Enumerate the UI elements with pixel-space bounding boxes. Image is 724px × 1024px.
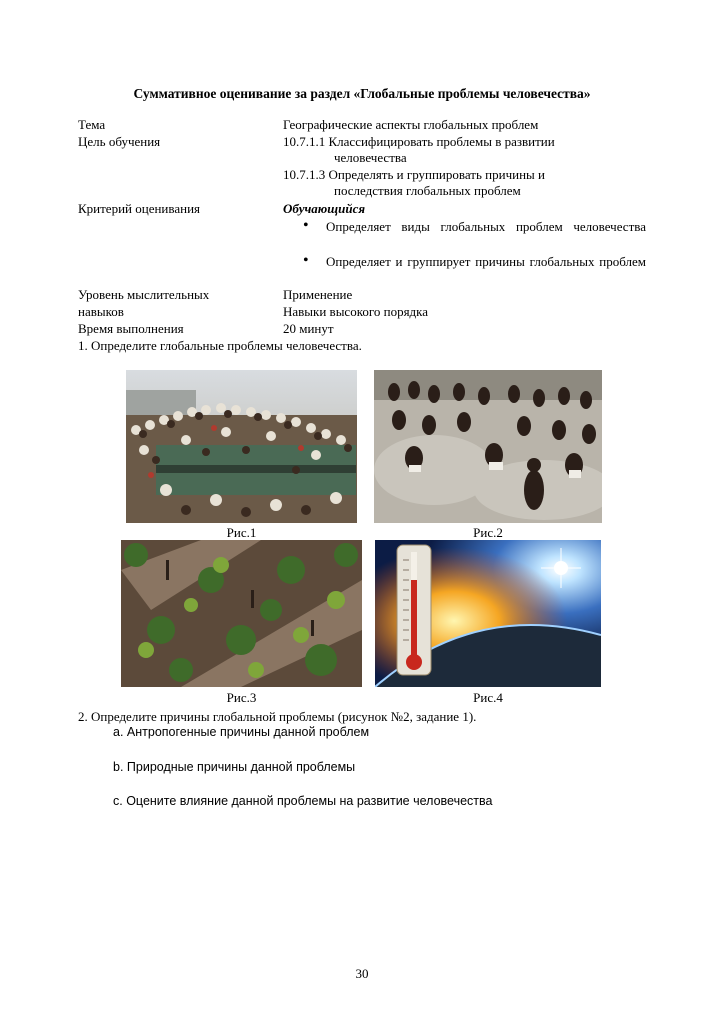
level-value-1: Применение — [283, 287, 353, 302]
bullet-2: • — [303, 252, 309, 269]
fig3-deforestation-aerial-photo — [121, 540, 362, 687]
fig1-caption: Рис.1 — [226, 525, 257, 540]
goal2-line2: последствия глобальных проблем — [334, 183, 521, 198]
fig1-crowded-train-photo — [126, 370, 357, 523]
level-label-line1: Уровень мыслительных — [78, 287, 210, 302]
goal2-line1: 10.7.1.3 Определять и группировать причины и — [283, 167, 545, 182]
fig3-caption: Рис.3 — [226, 690, 257, 705]
time-value: 20 минут — [283, 321, 334, 336]
fig4-caption: Рис.4 — [473, 690, 503, 705]
document-title: Суммативное оценивание за раздел «Глобальные проблемы человечества» — [133, 86, 591, 101]
criteria-label: Критерий оценивания — [78, 201, 201, 216]
task-2-item-a: a. Антропогенные причины данной проблем — [113, 725, 370, 739]
criteria-item-1: Определяет виды глобальных проблем человечества — [326, 219, 646, 234]
goal-label: Цель обучения — [78, 134, 161, 149]
goal1-line2: человечества — [334, 150, 407, 165]
task-2-item-c: c. Оцените влияние данной проблемы на развитие человечества — [113, 794, 493, 808]
goal1-line1: 10.7.1.1 Классифицировать проблемы в развитии — [283, 134, 555, 149]
task-2-text: 2. Определите причины глобальной проблемы (рисунок №2, задание 1). — [78, 709, 477, 724]
level-value-2: Навыки высокого порядка — [283, 304, 429, 319]
topic-value: Географические аспекты глобальных проблем — [283, 117, 539, 132]
bullet-1: • — [303, 217, 309, 234]
topic-label: Тема — [78, 117, 106, 132]
fig4-thermometer-sun-earth-photo — [375, 540, 601, 687]
level-label-line2: навыков — [78, 304, 124, 319]
task-1-text: 1. Определите глобальные проблемы человечества. — [78, 338, 362, 353]
task-2-item-b: b. Природные причины данной проблемы — [113, 760, 356, 774]
time-label: Время выполнения — [78, 321, 184, 336]
fig2-famine-photo — [374, 370, 602, 523]
fig2-caption: Рис.2 — [473, 525, 503, 540]
criteria-heading: Обучающийся — [283, 201, 366, 216]
criteria-item-2: Определяет и группирует причины глобальных проблем — [326, 254, 646, 269]
page-number: 30 — [355, 966, 369, 981]
